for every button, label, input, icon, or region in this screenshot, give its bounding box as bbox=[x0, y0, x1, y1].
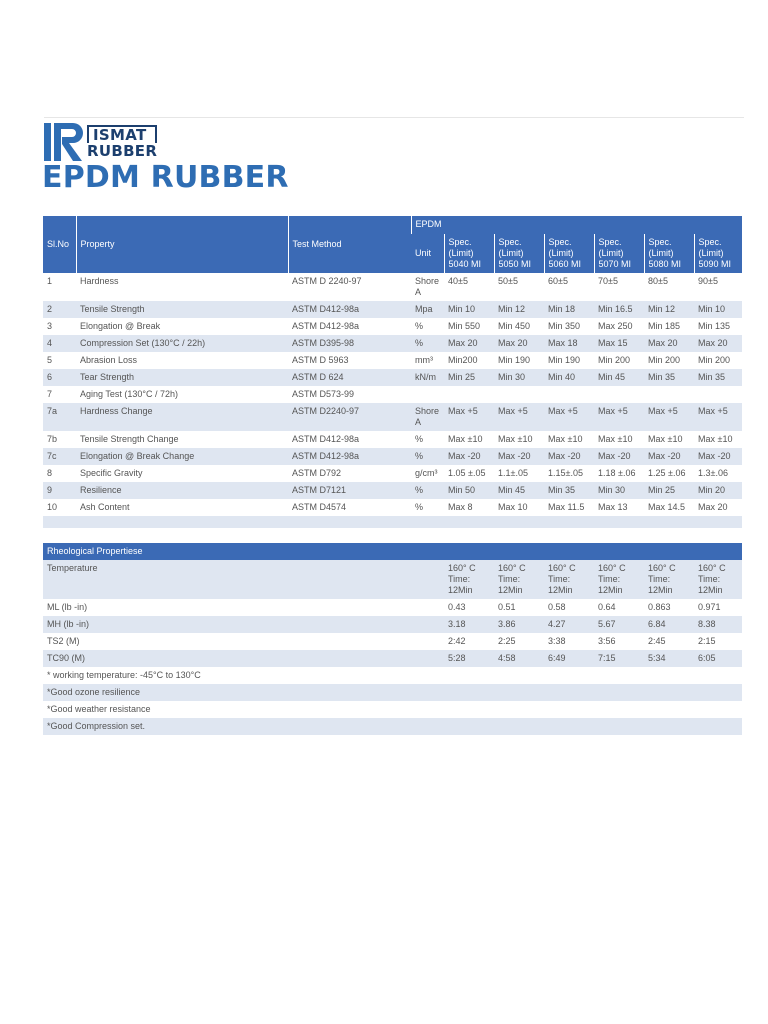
row-spec-value bbox=[444, 386, 494, 403]
row-spec-value: Min200 bbox=[448, 355, 478, 365]
header-grade-5040: Spec. (Limit) 5040 MI bbox=[444, 234, 494, 273]
table-row bbox=[43, 431, 742, 448]
row-spec-value: Min 550 bbox=[448, 321, 481, 331]
note-row bbox=[43, 684, 742, 701]
row-spec-value: Max ±10 bbox=[598, 434, 633, 444]
row-spec-value bbox=[644, 386, 694, 403]
temperature-value: 160° C Time: 12Min bbox=[444, 560, 494, 599]
row-spec-value: Max +5 bbox=[494, 403, 544, 431]
rheology-value: 0.43 bbox=[448, 602, 466, 612]
row-number: 8 bbox=[47, 468, 53, 478]
row-spec-value: 80±5 bbox=[648, 276, 668, 286]
header-grade-5070: Spec. (Limit) 5070 MI bbox=[594, 234, 644, 273]
row-spec-value: 90±5 bbox=[698, 276, 718, 286]
row-spec-value: Max -20 bbox=[494, 448, 544, 465]
row-spec-value: Max +5 bbox=[594, 403, 644, 431]
row-spec-value: Max 11.5 bbox=[548, 502, 585, 512]
row-spec-value: Max +5 bbox=[544, 403, 594, 431]
row-number: 7a bbox=[43, 403, 76, 431]
row-unit: % bbox=[415, 434, 424, 444]
row-test-method: ASTM D4574 bbox=[292, 502, 347, 512]
rheology-table-body bbox=[43, 560, 742, 735]
row-test-method: ASTM D 624 bbox=[288, 369, 411, 386]
row-spec-value: Min 30 bbox=[494, 369, 544, 386]
row-unit bbox=[411, 386, 444, 403]
row-property: Tensile Strength Change bbox=[80, 434, 179, 444]
rheology-value: 5.67 bbox=[594, 616, 644, 633]
row-spec-value: Min 200 bbox=[598, 355, 631, 365]
header-grade-5080: Spec. (Limit) 5080 MI bbox=[644, 234, 694, 273]
row-unit: % bbox=[415, 502, 424, 512]
rheology-value: 6:05 bbox=[694, 650, 742, 667]
row-test-method: ASTM D395-98 bbox=[288, 335, 411, 352]
row-spec-value: Min 25 bbox=[444, 369, 494, 386]
row-spec-value bbox=[594, 386, 644, 403]
row-unit: Mpa bbox=[411, 301, 444, 318]
table-row bbox=[43, 499, 742, 516]
row-unit: % bbox=[411, 482, 444, 499]
row-spec-value: 1.3±.06 bbox=[698, 468, 728, 478]
temperature-value: 160° C Time: 12Min bbox=[544, 560, 594, 599]
rheology-table bbox=[43, 543, 742, 735]
rheology-value: 0.58 bbox=[548, 602, 566, 612]
header-grade-5090: Spec. (Limit) 5090 MI bbox=[694, 234, 742, 273]
row-property: Resilience bbox=[76, 482, 288, 499]
row-spec-value: Max -20 bbox=[644, 448, 694, 465]
row-spec-value: Min 35 bbox=[544, 482, 594, 499]
row-test-method: ASTM D7121 bbox=[288, 482, 411, 499]
row-spec-value: Max 10 bbox=[498, 502, 528, 512]
row-test-method: ASTM D412-98a bbox=[288, 448, 411, 465]
row-number: 2 bbox=[43, 301, 76, 318]
row-unit: g/cm³ bbox=[415, 468, 438, 478]
row-spec-value: Min 18 bbox=[544, 301, 594, 318]
rheology-value: 3:56 bbox=[598, 636, 616, 646]
note-text: * working temperature: -45°C to 130°C bbox=[47, 670, 201, 680]
temperature-value: 160° C Time: 12Min bbox=[694, 560, 742, 599]
table-row bbox=[43, 352, 742, 369]
note-row bbox=[43, 718, 742, 735]
header-unit: Unit bbox=[411, 234, 444, 273]
row-number: 5 bbox=[47, 355, 53, 365]
row-number: 3 bbox=[47, 321, 53, 331]
row-number: 7b bbox=[47, 434, 58, 444]
row-test-method: ASTM D573-99 bbox=[292, 389, 355, 399]
note-text: *Good weather resistance bbox=[47, 704, 151, 714]
row-number: 9 bbox=[43, 482, 76, 499]
row-spec-value bbox=[544, 386, 594, 403]
row-spec-value: Max 20 bbox=[698, 502, 728, 512]
row-test-method: ASTM D2240-97 bbox=[288, 403, 411, 431]
header-epdm-group: EPDM bbox=[411, 216, 742, 234]
row-spec-value: Min 35 bbox=[644, 369, 694, 386]
row-test-method: ASTM D792 bbox=[292, 468, 342, 478]
note-row bbox=[43, 667, 742, 684]
row-spec-value: Min 200 bbox=[648, 355, 681, 365]
rheology-value: 8.38 bbox=[694, 616, 742, 633]
temperature-value: 160° C Time: 12Min bbox=[494, 560, 544, 599]
rheology-row bbox=[43, 599, 742, 616]
row-unit: kN/m bbox=[411, 369, 444, 386]
table-row bbox=[43, 403, 742, 431]
table-row bbox=[43, 386, 742, 403]
rheology-row bbox=[43, 616, 742, 633]
row-unit: Shore A bbox=[411, 403, 444, 431]
row-spec-value: 40±5 bbox=[448, 276, 468, 286]
table-row bbox=[43, 369, 742, 386]
brand-line-1: ISMAT bbox=[87, 125, 157, 143]
brand-line-2: RUBBER bbox=[87, 142, 158, 160]
rheology-value: 5:34 bbox=[644, 650, 694, 667]
row-unit: mm³ bbox=[415, 355, 433, 365]
row-spec-value: Max +5 bbox=[694, 403, 742, 431]
rheology-value: 4:58 bbox=[494, 650, 544, 667]
properties-table bbox=[43, 216, 742, 528]
row-property: Hardness bbox=[80, 276, 119, 286]
row-spec-value: Max 13 bbox=[598, 502, 628, 512]
rheology-row bbox=[43, 650, 742, 667]
row-number: 10 bbox=[47, 502, 58, 512]
row-spec-value: Min 10 bbox=[694, 301, 742, 318]
row-spec-value: Max -20 bbox=[594, 448, 644, 465]
temperature-value: 160° C Time: 12Min bbox=[644, 560, 694, 599]
rheology-value: 2:15 bbox=[698, 636, 716, 646]
row-spec-value: Max 18 bbox=[544, 335, 594, 352]
row-spec-value: Max 250 bbox=[598, 321, 633, 331]
row-spec-value: 1.25 ±.06 bbox=[648, 468, 686, 478]
row-property: Elongation @ Break bbox=[80, 321, 161, 331]
rheology-value: 6:49 bbox=[544, 650, 594, 667]
row-test-method: ASTM D412-98a bbox=[292, 434, 360, 444]
temperature-label: Temperature bbox=[43, 560, 444, 599]
row-spec-value: Min 350 bbox=[548, 321, 581, 331]
row-number: 7 bbox=[47, 389, 53, 399]
row-property: Abrasion Loss bbox=[80, 355, 138, 365]
row-spec-value: Max 8 bbox=[448, 502, 473, 512]
row-spec-value: Min 16.5 bbox=[594, 301, 644, 318]
rheology-label: MH (lb -in) bbox=[43, 616, 444, 633]
row-spec-value: Max -20 bbox=[694, 448, 742, 465]
row-spec-value: Max ±10 bbox=[498, 434, 533, 444]
row-spec-value: Min 190 bbox=[548, 355, 581, 365]
rheology-value: 3.86 bbox=[494, 616, 544, 633]
row-property: Tensile Strength bbox=[76, 301, 288, 318]
table-row bbox=[43, 482, 742, 499]
row-property: Ash Content bbox=[80, 502, 130, 512]
row-spec-value: Max 20 bbox=[694, 335, 742, 352]
row-spec-value: Min 25 bbox=[644, 482, 694, 499]
temperature-value: 160° C Time: 12Min bbox=[594, 560, 644, 599]
rheology-value: 3:38 bbox=[548, 636, 566, 646]
row-property: Specific Gravity bbox=[80, 468, 143, 478]
rheology-value: 7:15 bbox=[594, 650, 644, 667]
top-divider bbox=[44, 117, 744, 118]
row-spec-value: Min 20 bbox=[694, 482, 742, 499]
rheology-value: 0.971 bbox=[698, 602, 721, 612]
row-spec-value: 1.15±.05 bbox=[548, 468, 583, 478]
row-spec-value: Max ±10 bbox=[648, 434, 683, 444]
row-number: 7c bbox=[43, 448, 76, 465]
table-row bbox=[43, 448, 742, 465]
page-title: EPDM RUBBER bbox=[42, 160, 289, 195]
header-property: Property bbox=[76, 216, 288, 273]
row-spec-value: Max ±10 bbox=[698, 434, 733, 444]
row-spec-value: Min 450 bbox=[498, 321, 531, 331]
row-spec-value: Min 50 bbox=[444, 482, 494, 499]
row-test-method: ASTM D412-98a bbox=[292, 321, 360, 331]
row-spec-value: Min 45 bbox=[594, 369, 644, 386]
row-spec-value: 70±5 bbox=[598, 276, 618, 286]
row-spec-value: Max +5 bbox=[644, 403, 694, 431]
spacer-cell bbox=[43, 516, 742, 528]
row-spec-value: Max -20 bbox=[444, 448, 494, 465]
row-property: Compression Set (130°C / 22h) bbox=[76, 335, 288, 352]
rheology-label: TS2 (M) bbox=[47, 636, 80, 646]
company-logo bbox=[43, 122, 157, 162]
row-spec-value: Max -20 bbox=[544, 448, 594, 465]
row-property: Hardness Change bbox=[76, 403, 288, 431]
rheology-heading: Rheological Propertiese bbox=[43, 543, 742, 560]
header-slno: Sl.No bbox=[43, 216, 76, 273]
table-row bbox=[43, 465, 742, 482]
row-spec-value: Max ±10 bbox=[548, 434, 583, 444]
table-spacer-row bbox=[43, 516, 742, 528]
row-spec-value: Min 10 bbox=[444, 301, 494, 318]
row-unit: Shore A bbox=[415, 276, 440, 297]
row-property: Tear Strength bbox=[76, 369, 288, 386]
row-spec-value: Min 200 bbox=[698, 355, 731, 365]
row-unit: % bbox=[415, 321, 424, 331]
rheology-value: 3.18 bbox=[444, 616, 494, 633]
row-unit: % bbox=[411, 448, 444, 465]
header-grade-5050: Spec. (Limit) 5050 MI bbox=[494, 234, 544, 273]
row-spec-value: 1.1±.05 bbox=[498, 468, 528, 478]
row-property: Aging Test (130°C / 72h) bbox=[80, 389, 178, 399]
row-number: 4 bbox=[43, 335, 76, 352]
row-unit: % bbox=[411, 335, 444, 352]
brand-name bbox=[87, 125, 157, 159]
row-spec-value: Max 15 bbox=[594, 335, 644, 352]
rheology-value: 2:45 bbox=[648, 636, 666, 646]
rheology-value: 5:28 bbox=[444, 650, 494, 667]
note-row bbox=[43, 701, 742, 718]
row-spec-value: Min 30 bbox=[594, 482, 644, 499]
row-spec-value: Min 190 bbox=[498, 355, 531, 365]
table-row bbox=[43, 273, 742, 301]
row-spec-value: Max 20 bbox=[444, 335, 494, 352]
rheology-value: 0.863 bbox=[648, 602, 671, 612]
rheology-label: ML (lb -in) bbox=[47, 602, 88, 612]
row-spec-value: Min 12 bbox=[494, 301, 544, 318]
row-spec-value: Max ±10 bbox=[448, 434, 483, 444]
row-number: 6 bbox=[43, 369, 76, 386]
row-spec-value: Min 185 bbox=[648, 321, 681, 331]
row-spec-value: Max +5 bbox=[444, 403, 494, 431]
rheology-label: TC90 (M) bbox=[43, 650, 444, 667]
rheology-value: 0.64 bbox=[598, 602, 616, 612]
table-row bbox=[43, 318, 742, 335]
row-spec-value bbox=[494, 386, 544, 403]
row-spec-value: 50±5 bbox=[498, 276, 518, 286]
row-spec-value: 60±5 bbox=[548, 276, 568, 286]
row-spec-value: Max 20 bbox=[644, 335, 694, 352]
row-number: 1 bbox=[47, 276, 53, 286]
row-spec-value: Min 135 bbox=[698, 321, 731, 331]
rheology-row bbox=[43, 633, 742, 650]
row-spec-value: 1.05 ±.05 bbox=[448, 468, 486, 478]
rheology-value: 2:25 bbox=[498, 636, 516, 646]
row-spec-value: Min 40 bbox=[544, 369, 594, 386]
rheology-value: 6.84 bbox=[644, 616, 694, 633]
note-text: *Good Compression set. bbox=[43, 718, 742, 735]
header-grade-5060: Spec. (Limit) 5060 MI bbox=[544, 234, 594, 273]
ir-logo-icon bbox=[43, 122, 83, 162]
row-spec-value: Min 12 bbox=[644, 301, 694, 318]
table-row bbox=[43, 335, 742, 352]
header-test-method: Test Method bbox=[288, 216, 411, 273]
row-test-method: ASTM D412-98a bbox=[288, 301, 411, 318]
table-row bbox=[43, 301, 742, 318]
row-spec-value: 1.18 ±.06 bbox=[598, 468, 636, 478]
rheology-value: 0.51 bbox=[498, 602, 516, 612]
row-spec-value: Max 20 bbox=[494, 335, 544, 352]
row-property: Elongation @ Break Change bbox=[76, 448, 288, 465]
row-spec-value: Min 35 bbox=[694, 369, 742, 386]
temperature-row bbox=[43, 560, 742, 599]
row-spec-value: Max 14.5 bbox=[648, 502, 686, 512]
rheology-value: 4.27 bbox=[544, 616, 594, 633]
properties-table-body bbox=[43, 273, 742, 528]
row-test-method: ASTM D 5963 bbox=[292, 355, 349, 365]
rheology-value: 2:42 bbox=[448, 636, 466, 646]
row-spec-value bbox=[694, 386, 742, 403]
row-spec-value: Min 45 bbox=[494, 482, 544, 499]
note-text: *Good ozone resilience bbox=[43, 684, 742, 701]
row-test-method: ASTM D 2240-97 bbox=[292, 276, 362, 286]
